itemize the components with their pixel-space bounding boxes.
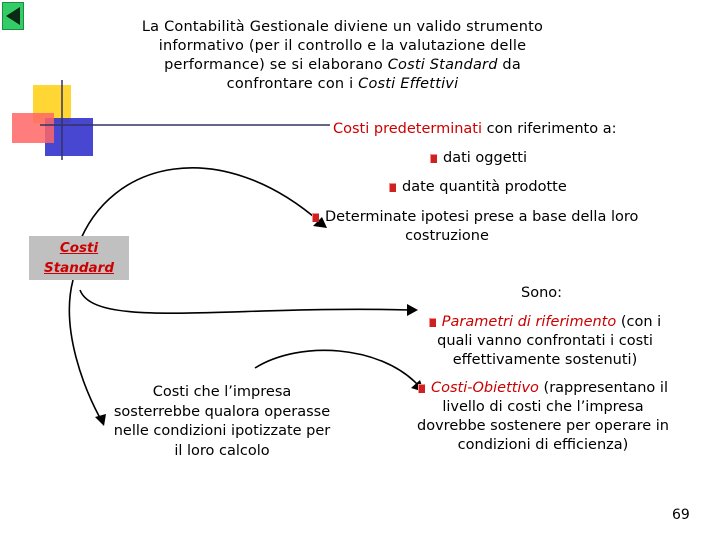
bullet-item-ipotesi xyxy=(312,208,652,246)
bullet-icon xyxy=(430,154,437,163)
bullet-item-quantita xyxy=(389,179,567,195)
bullet-text: date quantità prodotte xyxy=(402,179,567,195)
costi-standard-line2: Standard xyxy=(44,260,114,276)
parametri-rest: (con i quali vanno confrontati i costi effettivamente sostenuti) xyxy=(437,314,662,368)
parametri-label: Parametri di riferimento xyxy=(441,314,617,330)
obiettivo-rest: (rappresentano il livello di costi che l’impresa dovrebbe sostenere per operare in condizioni di efficienza) xyxy=(417,380,669,453)
impresa-text: Costi che l’impresa sosterrebbe qualora operasse nelle condizioni ipotizzate per il loro calcolo xyxy=(113,384,331,459)
title-emphasis-effettivi: Costi Effettivi xyxy=(358,76,459,92)
bullet-item-dati-oggetti xyxy=(430,150,527,166)
arrow-to-sono-head xyxy=(407,304,418,316)
obiettivo-label: Costi-Obiettivo xyxy=(431,380,539,396)
costi-standard-box xyxy=(29,236,129,280)
bullet-item-obiettivo xyxy=(408,379,678,455)
arrow-to-impresa-head xyxy=(95,414,106,426)
arrow-to-impresa xyxy=(69,280,100,418)
bullet-icon xyxy=(418,384,425,393)
sono-label: Sono: xyxy=(521,285,563,301)
arrow-to-obiettivo xyxy=(255,350,418,385)
bullet-icon xyxy=(389,183,396,192)
page-number: 69 xyxy=(672,507,690,523)
bullet-text-line1: Determinate ipotesi prese a base della loro xyxy=(325,209,639,225)
bullet-text-line2: costruzione xyxy=(405,228,489,244)
predeterminati-label: Costi predeterminati xyxy=(333,121,483,137)
bullet-item-parametri xyxy=(420,313,670,370)
arrow-to-sono xyxy=(80,290,410,313)
arrow-to-determinate xyxy=(78,168,320,246)
deco-pink-square xyxy=(12,113,54,143)
bullet-icon xyxy=(312,213,319,222)
bullet-icon xyxy=(429,318,436,327)
title-emphasis-standard: Costi Standard xyxy=(387,57,498,73)
bullet-text: dati oggetti xyxy=(443,150,528,166)
predeterminati-rest: con riferimento a: xyxy=(482,121,617,137)
title-text-2: da confrontare con i xyxy=(226,57,521,92)
predeterminati-line xyxy=(333,121,616,137)
title-text-1: La Contabilità Gestionale diviene un valido strumento informativo (per il controllo e la valutazione delle performance) se si elaborano xyxy=(141,19,544,73)
slide-title xyxy=(140,18,545,94)
costi-standard-line1: Costi xyxy=(59,240,99,256)
